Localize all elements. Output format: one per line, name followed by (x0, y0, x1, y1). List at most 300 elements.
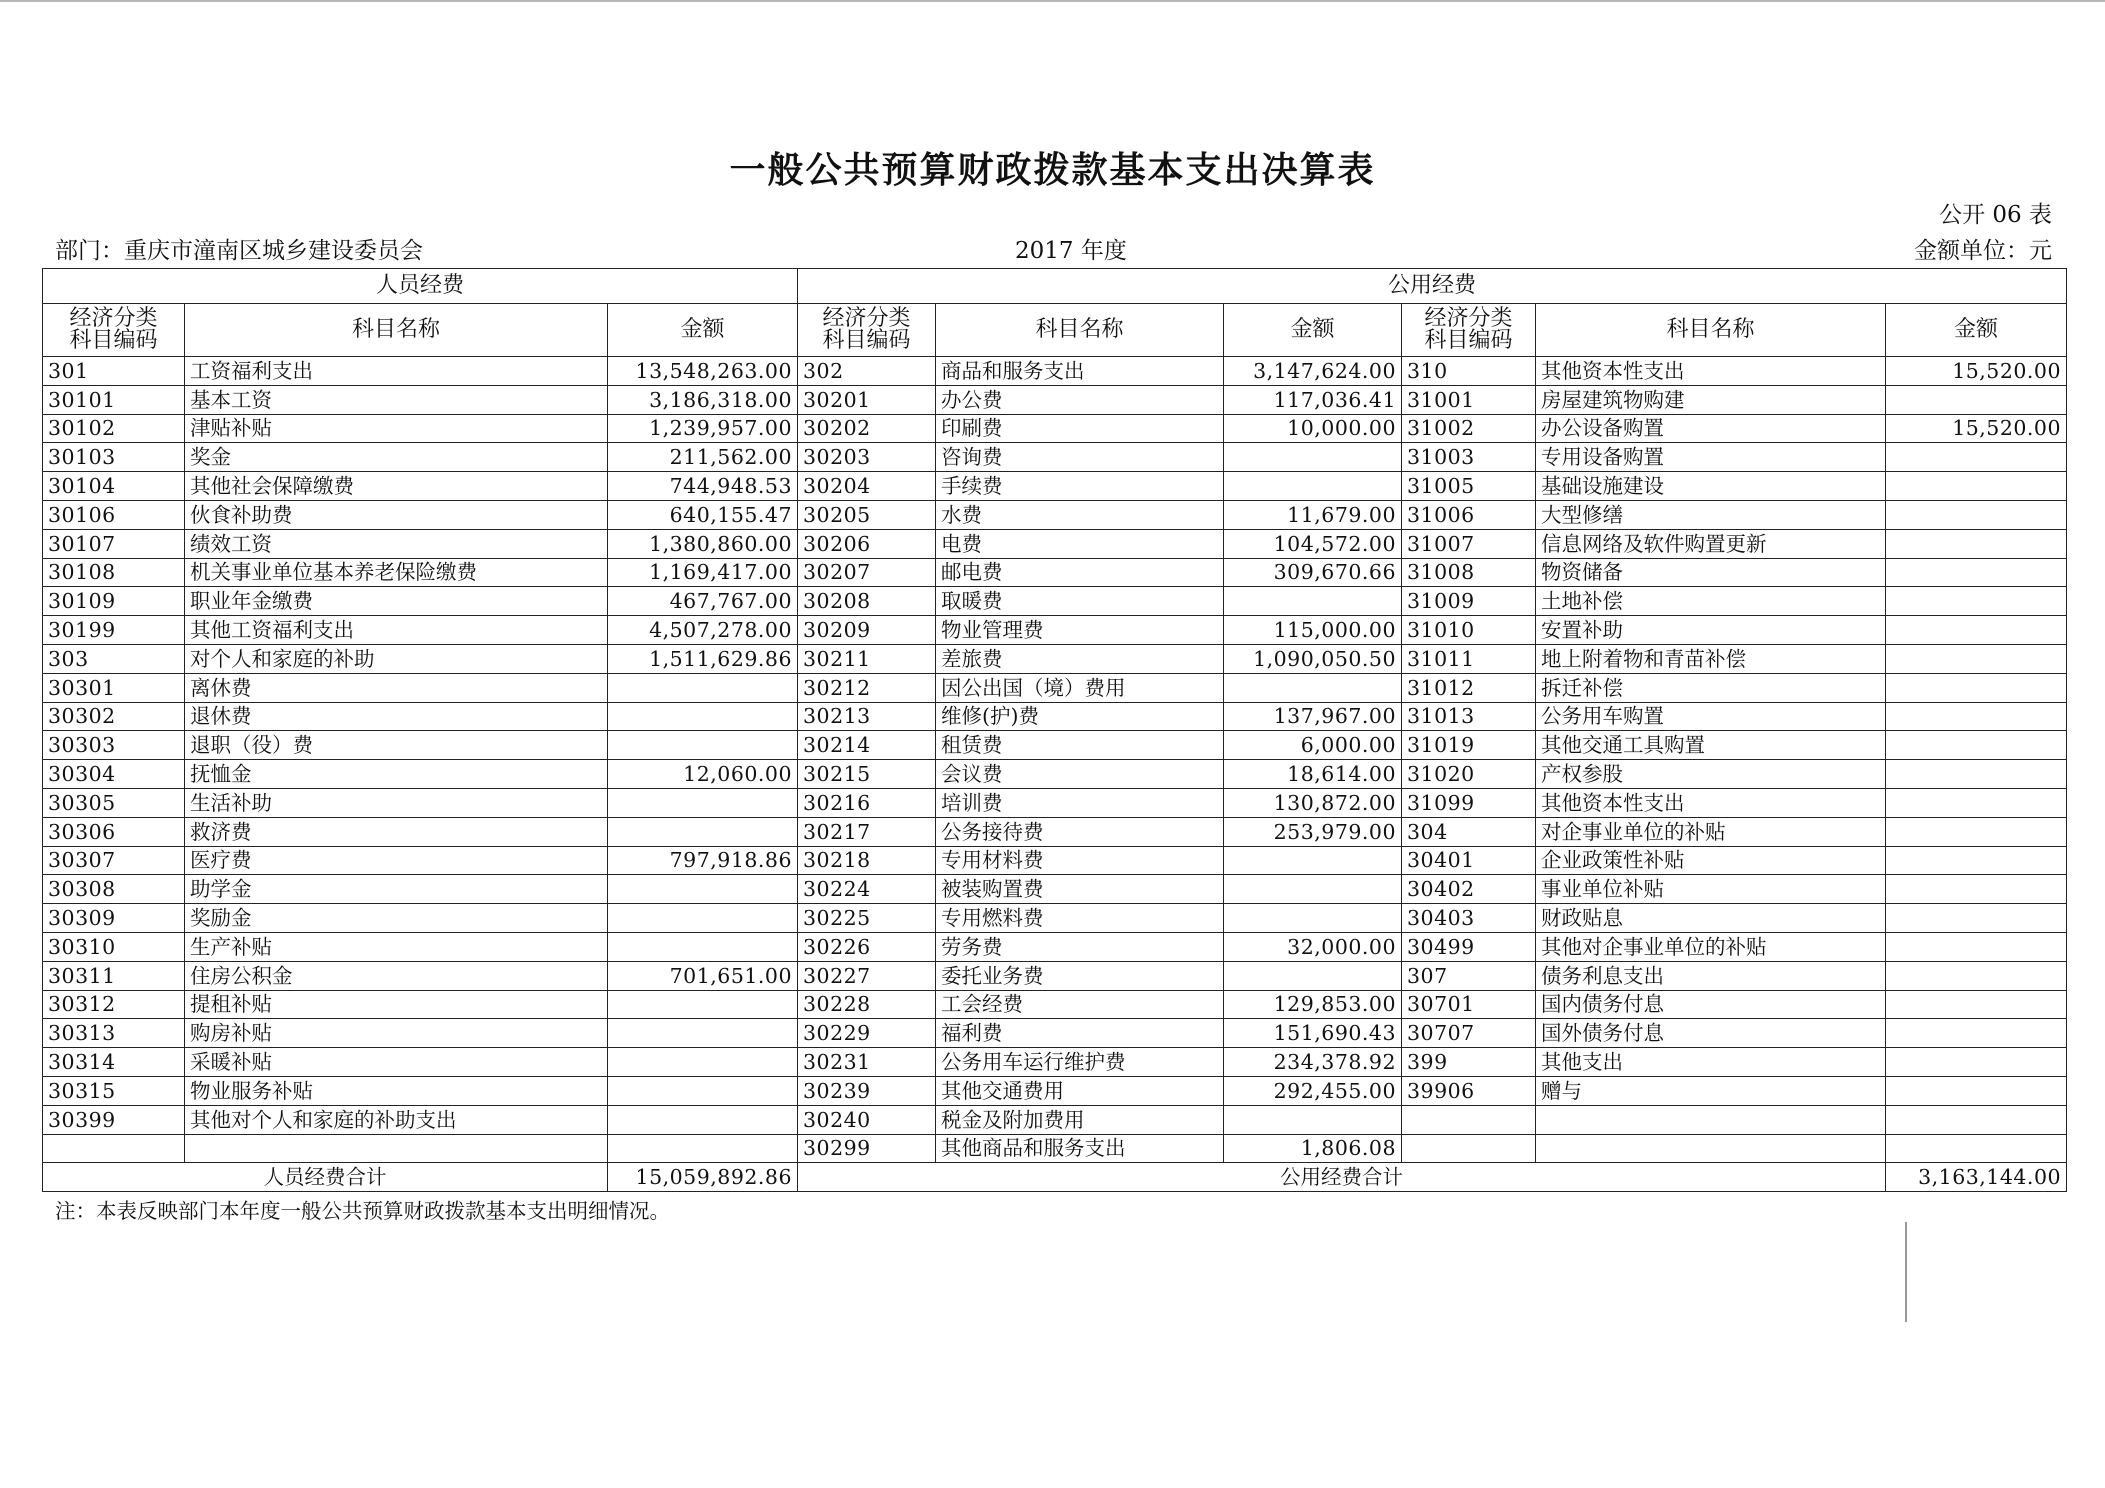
capital-amount-cell (1886, 644, 2067, 673)
public-name-cell: 商品和服务支出 (936, 357, 1224, 386)
personnel-code-cell: 30102 (43, 414, 185, 443)
public-amount-cell (1224, 875, 1402, 904)
personnel-code-cell: 30109 (43, 587, 185, 616)
personnel-amount-cell (608, 990, 798, 1019)
capital-code-cell: 30499 (1402, 932, 1536, 961)
amount-unit: 金额单位：元 (1914, 238, 2052, 264)
personnel-amount-cell (608, 1105, 798, 1134)
public-code-cell: 30204 (798, 472, 936, 501)
capital-code-cell (1402, 1134, 1536, 1163)
public-amount-cell: 234,378.92 (1224, 1048, 1402, 1077)
personnel-total-amount: 15,059,892.86 (608, 1163, 798, 1192)
personnel-name-cell: 其他社会保障缴费 (185, 472, 608, 501)
capital-amount-cell (1886, 990, 2067, 1019)
public-code-cell: 30215 (798, 760, 936, 789)
capital-amount-cell (1886, 500, 2067, 529)
capital-name-cell: 其他资本性支出 (1536, 788, 1886, 817)
personnel-name-cell: 医疗费 (185, 846, 608, 875)
personnel-name-cell: 购房补贴 (185, 1019, 608, 1048)
public-amount-cell: 151,690.43 (1224, 1019, 1402, 1048)
personnel-code-cell: 30313 (43, 1019, 185, 1048)
capital-amount-cell (1886, 673, 2067, 702)
capital-code-cell: 39906 (1402, 1076, 1536, 1105)
capital-amount-cell (1886, 702, 2067, 731)
public-name-cell: 专用燃料费 (936, 904, 1224, 933)
table-row (43, 846, 2067, 875)
personnel-amount-cell: 3,186,318.00 (608, 385, 798, 414)
public-total-label: 公用经费合计 (798, 1163, 1886, 1192)
public-code-cell: 30208 (798, 587, 936, 616)
personnel-code-cell: 30315 (43, 1076, 185, 1105)
capital-amount-cell: 15,520.00 (1886, 357, 2067, 386)
public-name-cell: 水费 (936, 500, 1224, 529)
personnel-code-cell: 30306 (43, 817, 185, 846)
col-header-name: 科目名称 (936, 304, 1224, 357)
personnel-code-cell: 30103 (43, 443, 185, 472)
department-label: 部门：重庆市潼南区城乡建设委员会 (55, 238, 423, 264)
public-name-cell: 其他交通费用 (936, 1076, 1224, 1105)
personnel-amount-cell: 467,767.00 (608, 587, 798, 616)
public-name-cell: 电费 (936, 529, 1224, 558)
public-code-cell: 30227 (798, 961, 936, 990)
capital-amount-cell (1886, 1105, 2067, 1134)
personnel-amount-cell: 211,562.00 (608, 443, 798, 472)
personnel-name-cell: 采暖补贴 (185, 1048, 608, 1077)
expenditure-table (42, 268, 2067, 1192)
personnel-name-cell: 职业年金缴费 (185, 587, 608, 616)
personnel-code-cell: 30311 (43, 961, 185, 990)
table-row (43, 817, 2067, 846)
table-row (43, 760, 2067, 789)
personnel-name-cell: 伙食补助费 (185, 500, 608, 529)
personnel-name-cell: 绩效工资 (185, 529, 608, 558)
public-name-cell: 公务接待费 (936, 817, 1224, 846)
public-code-cell: 30228 (798, 990, 936, 1019)
personnel-amount-cell (608, 788, 798, 817)
capital-code-cell: 31019 (1402, 731, 1536, 760)
personnel-name-cell: 奖励金 (185, 904, 608, 933)
public-code-cell: 30225 (798, 904, 936, 933)
capital-amount-cell (1886, 558, 2067, 587)
capital-code-cell: 30701 (1402, 990, 1536, 1019)
capital-amount-cell (1886, 587, 2067, 616)
personnel-code-cell: 30312 (43, 990, 185, 1019)
public-code-cell: 30214 (798, 731, 936, 760)
personnel-name-cell: 生产补贴 (185, 932, 608, 961)
table-row (43, 1076, 2067, 1105)
col-header-code: 经济分类 科目编码 (1402, 304, 1536, 357)
public-name-cell: 印刷费 (936, 414, 1224, 443)
capital-name-cell: 其他交通工具购置 (1536, 731, 1886, 760)
capital-code-cell: 31007 (1402, 529, 1536, 558)
section-header-row (43, 269, 2067, 304)
capital-name-cell (1536, 1105, 1886, 1134)
capital-amount-cell (1886, 529, 2067, 558)
public-amount-cell (1224, 904, 1402, 933)
public-name-cell: 劳务费 (936, 932, 1224, 961)
public-amount-cell: 309,670.66 (1224, 558, 1402, 587)
col-header-amount: 金额 (608, 304, 798, 357)
public-amount-cell: 3,147,624.00 (1224, 357, 1402, 386)
capital-name-cell: 信息网络及软件购置更新 (1536, 529, 1886, 558)
personnel-amount-cell: 1,380,860.00 (608, 529, 798, 558)
capital-amount-cell (1886, 875, 2067, 904)
capital-name-cell: 对企事业单位的补贴 (1536, 817, 1886, 846)
capital-amount-cell (1886, 1019, 2067, 1048)
public-name-cell: 福利费 (936, 1019, 1224, 1048)
personnel-name-cell (185, 1134, 608, 1163)
capital-code-cell: 30403 (1402, 904, 1536, 933)
capital-name-cell: 基础设施建设 (1536, 472, 1886, 501)
public-amount-cell: 1,806.08 (1224, 1134, 1402, 1163)
personnel-amount-cell: 1,239,957.00 (608, 414, 798, 443)
public-code-cell: 30218 (798, 846, 936, 875)
capital-code-cell: 307 (1402, 961, 1536, 990)
top-border-line (0, 0, 2105, 2)
public-name-cell: 维修(护)费 (936, 702, 1224, 731)
public-amount-cell: 115,000.00 (1224, 616, 1402, 645)
public-code-cell: 30229 (798, 1019, 936, 1048)
capital-code-cell: 30402 (1402, 875, 1536, 904)
column-header-row (43, 304, 2067, 357)
personnel-name-cell: 退休费 (185, 702, 608, 731)
personnel-amount-cell: 797,918.86 (608, 846, 798, 875)
public-code-cell: 30299 (798, 1134, 936, 1163)
personnel-code-cell: 30305 (43, 788, 185, 817)
public-code-cell: 30205 (798, 500, 936, 529)
table-row (43, 1134, 2067, 1163)
fiscal-year: 2017 年度 (1015, 238, 1127, 264)
table-row (43, 357, 2067, 386)
capital-amount-cell (1886, 817, 2067, 846)
personnel-code-cell: 301 (43, 357, 185, 386)
personnel-code-cell (43, 1134, 185, 1163)
capital-name-cell: 其他资本性支出 (1536, 357, 1886, 386)
capital-amount-cell (1886, 1076, 2067, 1105)
personnel-amount-cell (608, 1019, 798, 1048)
capital-name-cell: 办公设备购置 (1536, 414, 1886, 443)
personnel-name-cell: 抚恤金 (185, 760, 608, 789)
public-code-cell: 30211 (798, 644, 936, 673)
capital-code-cell: 31011 (1402, 644, 1536, 673)
public-amount-cell: 292,455.00 (1224, 1076, 1402, 1105)
capital-code-cell: 30707 (1402, 1019, 1536, 1048)
capital-code-cell: 31099 (1402, 788, 1536, 817)
personnel-amount-cell: 4,507,278.00 (608, 616, 798, 645)
totals-row (43, 1163, 2067, 1192)
capital-amount-cell (1886, 788, 2067, 817)
public-name-cell: 会议费 (936, 760, 1224, 789)
personnel-name-cell: 基本工资 (185, 385, 608, 414)
capital-name-cell: 拆迁补偿 (1536, 673, 1886, 702)
capital-amount-cell (1886, 1048, 2067, 1077)
personnel-amount-cell (608, 1134, 798, 1163)
capital-name-cell: 地上附着物和青苗补偿 (1536, 644, 1886, 673)
section-public: 公用经费 (798, 269, 2067, 304)
capital-code-cell: 31003 (1402, 443, 1536, 472)
capital-name-cell: 事业单位补贴 (1536, 875, 1886, 904)
capital-code-cell: 31012 (1402, 673, 1536, 702)
public-code-cell: 30216 (798, 788, 936, 817)
capital-code-cell: 31010 (1402, 616, 1536, 645)
public-name-cell: 公务用车运行维护费 (936, 1048, 1224, 1077)
personnel-code-cell: 30303 (43, 731, 185, 760)
capital-name-cell: 公务用车购置 (1536, 702, 1886, 731)
personnel-name-cell: 救济费 (185, 817, 608, 846)
public-amount-cell (1224, 443, 1402, 472)
table-row (43, 385, 2067, 414)
public-amount-cell: 10,000.00 (1224, 414, 1402, 443)
personnel-name-cell: 提租补贴 (185, 990, 608, 1019)
table-row (43, 529, 2067, 558)
public-code-cell: 30239 (798, 1076, 936, 1105)
capital-amount-cell (1886, 846, 2067, 875)
table-row (43, 673, 2067, 702)
personnel-amount-cell (608, 817, 798, 846)
public-amount-cell: 253,979.00 (1224, 817, 1402, 846)
table-row (43, 788, 2067, 817)
table-row (43, 904, 2067, 933)
capital-name-cell: 产权参股 (1536, 760, 1886, 789)
table-row (43, 414, 2067, 443)
col-header-name: 科目名称 (1536, 304, 1886, 357)
margin-mark (1905, 1222, 1907, 1322)
personnel-code-cell: 30399 (43, 1105, 185, 1134)
capital-name-cell: 企业政策性补贴 (1536, 846, 1886, 875)
capital-code-cell: 31001 (1402, 385, 1536, 414)
table-row (43, 443, 2067, 472)
public-amount-cell: 117,036.41 (1224, 385, 1402, 414)
public-name-cell: 专用材料费 (936, 846, 1224, 875)
table-row (43, 1019, 2067, 1048)
public-amount-cell: 137,967.00 (1224, 702, 1402, 731)
personnel-amount-cell (608, 1048, 798, 1077)
personnel-code-cell: 30308 (43, 875, 185, 904)
personnel-code-cell: 30302 (43, 702, 185, 731)
public-code-cell: 30226 (798, 932, 936, 961)
public-code-cell: 30201 (798, 385, 936, 414)
public-code-cell: 30212 (798, 673, 936, 702)
personnel-amount-cell (608, 932, 798, 961)
capital-name-cell: 财政贴息 (1536, 904, 1886, 933)
personnel-name-cell: 对个人和家庭的补助 (185, 644, 608, 673)
public-amount-cell: 1,090,050.50 (1224, 644, 1402, 673)
table-row (43, 875, 2067, 904)
public-name-cell: 税金及附加费用 (936, 1105, 1224, 1134)
personnel-name-cell: 工资福利支出 (185, 357, 608, 386)
personnel-name-cell: 离休费 (185, 673, 608, 702)
personnel-amount-cell (608, 904, 798, 933)
public-name-cell: 被装购置费 (936, 875, 1224, 904)
public-name-cell: 手续费 (936, 472, 1224, 501)
personnel-code-cell: 303 (43, 644, 185, 673)
capital-code-cell: 310 (1402, 357, 1536, 386)
capital-amount-cell (1886, 904, 2067, 933)
personnel-name-cell: 退职（役）费 (185, 731, 608, 760)
table-row (43, 731, 2067, 760)
capital-name-cell: 专用设备购置 (1536, 443, 1886, 472)
table-row (43, 558, 2067, 587)
capital-code-cell: 30401 (1402, 846, 1536, 875)
table-note: 注：本表反映部门本年度一般公共预算财政拨款基本支出明细情况。 (55, 1199, 670, 1223)
table-row (43, 1048, 2067, 1077)
public-code-cell: 30207 (798, 558, 936, 587)
personnel-amount-cell: 701,651.00 (608, 961, 798, 990)
public-code-cell: 30202 (798, 414, 936, 443)
personnel-code-cell: 30307 (43, 846, 185, 875)
public-amount-cell: 11,679.00 (1224, 500, 1402, 529)
capital-amount-cell (1886, 472, 2067, 501)
public-name-cell: 培训费 (936, 788, 1224, 817)
public-name-cell: 因公出国（境）费用 (936, 673, 1224, 702)
public-code-cell: 30203 (798, 443, 936, 472)
public-code-cell: 30213 (798, 702, 936, 731)
personnel-amount-cell: 1,511,629.86 (608, 644, 798, 673)
personnel-code-cell: 30106 (43, 500, 185, 529)
public-code-cell: 30209 (798, 616, 936, 645)
capital-code-cell: 399 (1402, 1048, 1536, 1077)
personnel-name-cell: 助学金 (185, 875, 608, 904)
capital-name-cell: 大型修缮 (1536, 500, 1886, 529)
page-title: 一般公共预算财政拨款基本支出决算表 (729, 150, 1376, 191)
public-name-cell: 工会经费 (936, 990, 1224, 1019)
personnel-name-cell: 生活补助 (185, 788, 608, 817)
personnel-amount-cell (608, 875, 798, 904)
public-amount-cell: 32,000.00 (1224, 932, 1402, 961)
personnel-name-cell: 机关事业单位基本养老保险缴费 (185, 558, 608, 587)
col-header-amount: 金额 (1886, 304, 2067, 357)
table-row (43, 990, 2067, 1019)
capital-name-cell: 土地补偿 (1536, 587, 1886, 616)
public-name-cell: 物业管理费 (936, 616, 1224, 645)
personnel-name-cell: 其他对个人和家庭的补助支出 (185, 1105, 608, 1134)
capital-name-cell: 其他对企事业单位的补贴 (1536, 932, 1886, 961)
public-amount-cell (1224, 587, 1402, 616)
public-code-cell: 302 (798, 357, 936, 386)
capital-name-cell: 物资储备 (1536, 558, 1886, 587)
public-amount-cell (1224, 1105, 1402, 1134)
public-name-cell: 邮电费 (936, 558, 1224, 587)
table-row (43, 616, 2067, 645)
personnel-name-cell: 津贴补贴 (185, 414, 608, 443)
personnel-amount-cell: 1,169,417.00 (608, 558, 798, 587)
col-header-amount: 金额 (1224, 304, 1402, 357)
table-row (43, 702, 2067, 731)
personnel-code-cell: 30309 (43, 904, 185, 933)
public-name-cell: 办公费 (936, 385, 1224, 414)
personnel-name-cell: 其他工资福利支出 (185, 616, 608, 645)
table-row (43, 1105, 2067, 1134)
personnel-code-cell: 30304 (43, 760, 185, 789)
personnel-code-cell: 30301 (43, 673, 185, 702)
capital-name-cell: 债务利息支出 (1536, 961, 1886, 990)
public-name-cell: 租赁费 (936, 731, 1224, 760)
public-code-cell: 30217 (798, 817, 936, 846)
personnel-code-cell: 30199 (43, 616, 185, 645)
capital-amount-cell (1886, 385, 2067, 414)
table-row (43, 961, 2067, 990)
capital-amount-cell (1886, 616, 2067, 645)
public-name-cell: 差旅费 (936, 644, 1224, 673)
personnel-amount-cell: 744,948.53 (608, 472, 798, 501)
personnel-amount-cell (608, 731, 798, 760)
public-code-cell: 30240 (798, 1105, 936, 1134)
personnel-amount-cell (608, 673, 798, 702)
personnel-amount-cell: 640,155.47 (608, 500, 798, 529)
capital-amount-cell (1886, 961, 2067, 990)
personnel-amount-cell: 12,060.00 (608, 760, 798, 789)
col-header-code: 经济分类 科目编码 (43, 304, 185, 357)
capital-code-cell: 31013 (1402, 702, 1536, 731)
capital-code-cell: 31009 (1402, 587, 1536, 616)
capital-code-cell: 31020 (1402, 760, 1536, 789)
capital-name-cell: 赠与 (1536, 1076, 1886, 1105)
public-amount-cell (1224, 472, 1402, 501)
capital-amount-cell (1886, 932, 2067, 961)
capital-code-cell: 31006 (1402, 500, 1536, 529)
table-row (43, 500, 2067, 529)
personnel-code-cell: 30107 (43, 529, 185, 558)
capital-code-cell: 31005 (1402, 472, 1536, 501)
table-row (43, 472, 2067, 501)
capital-amount-cell (1886, 760, 2067, 789)
public-total-amount: 3,163,144.00 (1886, 1163, 2067, 1192)
public-amount-cell (1224, 673, 1402, 702)
public-name-cell: 取暖费 (936, 587, 1224, 616)
personnel-amount-cell (608, 1076, 798, 1105)
capital-name-cell (1536, 1134, 1886, 1163)
col-header-code: 经济分类 科目编码 (798, 304, 936, 357)
public-amount-cell: 6,000.00 (1224, 731, 1402, 760)
public-amount-cell: 18,614.00 (1224, 760, 1402, 789)
public-amount-cell (1224, 846, 1402, 875)
capital-name-cell: 国外债务付息 (1536, 1019, 1886, 1048)
table-row (43, 932, 2067, 961)
capital-code-cell: 31002 (1402, 414, 1536, 443)
public-name-cell: 咨询费 (936, 443, 1224, 472)
public-name-cell: 委托业务费 (936, 961, 1224, 990)
capital-amount-cell: 15,520.00 (1886, 414, 2067, 443)
capital-name-cell: 其他支出 (1536, 1048, 1886, 1077)
capital-code-cell: 31008 (1402, 558, 1536, 587)
personnel-amount-cell (608, 702, 798, 731)
capital-code-cell (1402, 1105, 1536, 1134)
personnel-amount-cell: 13,548,263.00 (608, 357, 798, 386)
col-header-name: 科目名称 (185, 304, 608, 357)
capital-amount-cell (1886, 443, 2067, 472)
public-name-cell: 其他商品和服务支出 (936, 1134, 1224, 1163)
capital-code-cell: 304 (1402, 817, 1536, 846)
capital-amount-cell (1886, 1134, 2067, 1163)
section-personnel: 人员经费 (43, 269, 798, 304)
public-amount-cell: 129,853.00 (1224, 990, 1402, 1019)
personnel-code-cell: 30310 (43, 932, 185, 961)
public-code-cell: 30231 (798, 1048, 936, 1077)
personnel-name-cell: 住房公积金 (185, 961, 608, 990)
capital-name-cell: 房屋建筑物购建 (1536, 385, 1886, 414)
form-number: 公开 06 表 (1939, 202, 2052, 228)
personnel-code-cell: 30104 (43, 472, 185, 501)
personnel-name-cell: 物业服务补贴 (185, 1076, 608, 1105)
personnel-code-cell: 30314 (43, 1048, 185, 1077)
public-code-cell: 30206 (798, 529, 936, 558)
public-amount-cell: 104,572.00 (1224, 529, 1402, 558)
personnel-code-cell: 30101 (43, 385, 185, 414)
personnel-code-cell: 30108 (43, 558, 185, 587)
public-code-cell: 30224 (798, 875, 936, 904)
capital-name-cell: 安置补助 (1536, 616, 1886, 645)
table-row (43, 587, 2067, 616)
